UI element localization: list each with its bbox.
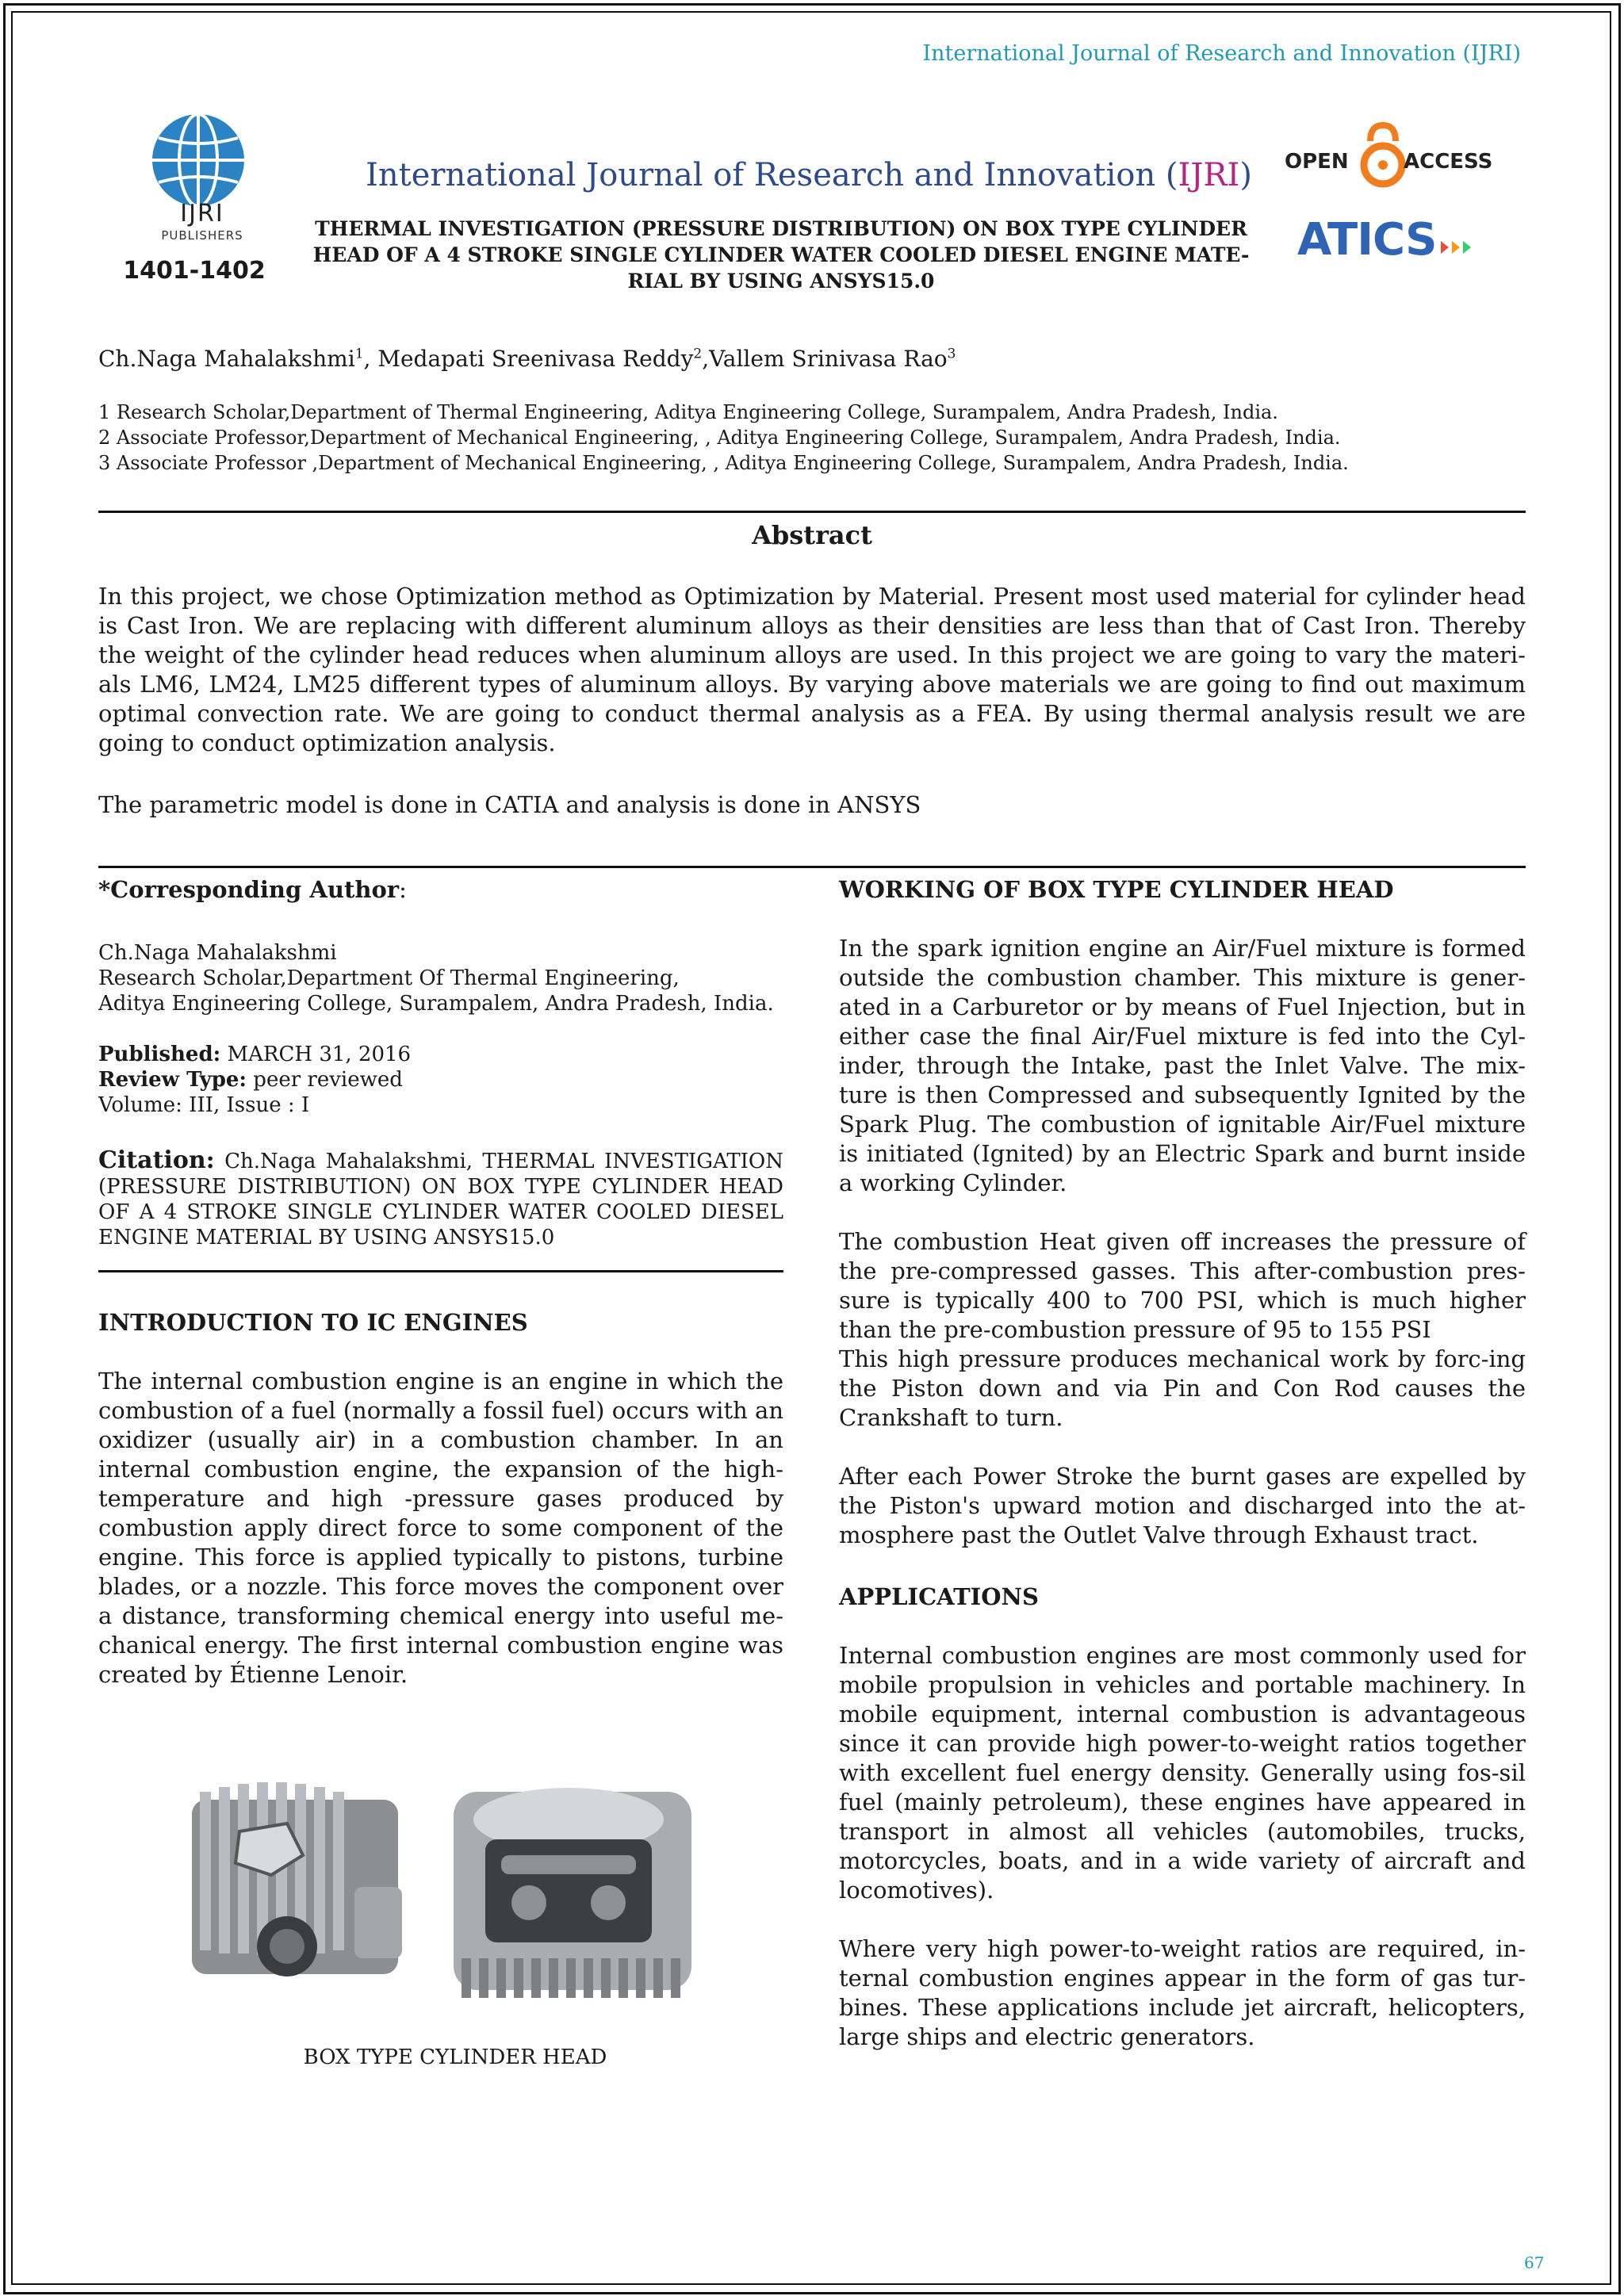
figure-caption: BOX TYPE CYLINDER HEAD xyxy=(303,2045,607,2069)
journal-title-abbr: IJRI xyxy=(1178,157,1240,193)
page-number: 67 xyxy=(1524,2253,1545,2272)
published-date: MARCH 31, 2016 xyxy=(220,1043,412,1066)
applications-section xyxy=(839,1641,1526,2052)
volume-issue: Volume: III, Issue : I xyxy=(98,1093,310,1117)
published-label: Published: xyxy=(98,1043,221,1066)
cylinder-head-photo-left xyxy=(192,1782,402,1976)
citation-label: Citation: xyxy=(98,1146,215,1174)
paper-title xyxy=(293,216,1269,294)
review-type-value: peer reviewed xyxy=(247,1068,403,1092)
working-paragraph: This high pressure produces mechanical work by forc-ing the Piston down and via Pin and Con Rod causes the Crankshaft to turn. xyxy=(839,1345,1526,1431)
applications-paragraph: Where very high power-to-weight ratios are required, in-ternal combustion engines appear in the form of gas tur-bines. These applications include jet aircraft, helicopters, large ships and electric generators. xyxy=(839,1935,1526,2050)
intro-heading: INTRODUCTION TO IC ENGINES xyxy=(98,1309,528,1336)
cylinder-head-photo-right xyxy=(454,1788,691,1998)
corresponding-author-block xyxy=(98,940,783,1118)
working-paragraph: In the spark ignition engine an Air/Fuel mixture is formed outside the combustion chamber. This mixture is gener-ated in a Carburetor or by means of Fuel Injection, but in either case the final Air/Fuel mixture is fed into the Cyl-inder, through the Intake, past the Inlet Valve. The mix-ture is then Compressed and subsequently Ignited by the Spark Plug. The combustion of ignitable Air/Fuel mixture is initiated (Ignited) by an Electric Spark and burnt inside a working Cylinder. xyxy=(839,935,1526,1196)
corresponding-author-institution: Aditya Engineering College, Surampalem, Andra Pradesh, India. xyxy=(98,992,774,1016)
atics-logo-text: ATICS xyxy=(1297,214,1437,266)
open-access-left-text: OPEN xyxy=(1285,150,1349,174)
corresponding-author-heading xyxy=(98,875,783,905)
divider xyxy=(98,866,1526,868)
author-affil-marker: 1 xyxy=(354,346,364,362)
author-name: Ch.Naga Mahalakshmi xyxy=(98,346,355,372)
open-lock-icon xyxy=(1364,125,1402,184)
divider xyxy=(98,1270,783,1272)
page-range: 1401-1402 xyxy=(123,257,266,285)
paper-title-line: HEAD OF A 4 STROKE SINGLE CYLINDER WATER COOLED DIESEL ENGINE MATE- xyxy=(312,243,1250,266)
affiliation: 3 Associate Professor ,Department of Mechanical Engineering, , Aditya Engineering College, Surampalem, Andra Pradesh, India. xyxy=(98,452,1349,474)
author-affil-marker: 3 xyxy=(947,346,956,362)
corresponding-author-dept: Research Scholar,Department Of Thermal Engineering, xyxy=(98,966,680,990)
applications-heading: APPLICATIONS xyxy=(839,1583,1039,1610)
working-heading: WORKING OF BOX TYPE CYLINDER HEAD xyxy=(839,876,1394,903)
publisher-subtitle: PUBLISHERS xyxy=(161,228,243,243)
abstract-body: In this project, we chose Optimization method as Optimization by Material. Present most used material for cylinder head is Cast Iron. We are replacing with different aluminum alloys as their densities are less than that of Cast Iron. Thereby the weight of the cylinder head reduces when aluminum alloys are used. In this project we are going to vary the materi-als LM6, LM24, LM25 different types of aluminum alloys. By varying above materials we are going to find out maximum optimal convection rate. We are going to conduct thermal analysis as a FEA. By using thermal analysis result we are going to conduct optimization analysis. xyxy=(98,583,1526,756)
intro-paragraph: The internal combustion engine is an engine in which the combustion of a fuel (normally a fossil fuel) occurs with an oxidizer (usually air) in a combustion chamber. In an internal combustion engine, the expansion of the high-temperature and high -pressure gases produced by combustion apply direct force to some component of the engine. This force is applied typically to pistons, turbine blades, or a nozzle. This force moves the component over a distance, transforming chemical energy into useful me-chanical energy. The first internal combustion engine was created by Étienne Lenoir. xyxy=(98,1368,783,1688)
abstract-heading: Abstract xyxy=(752,520,872,550)
running-head: International Journal of Research and Innovation (IJRI) xyxy=(922,41,1521,66)
cylinder-head-figure xyxy=(168,1744,723,2030)
affiliation: 2 Associate Professor,Department of Mechanical Engineering, , Aditya Engineering College, Surampalem, Andra Pradesh, India. xyxy=(98,427,1341,449)
author-list xyxy=(98,346,956,372)
intro-section xyxy=(98,1367,783,1689)
citation-text: Ch.Naga Mahalakshmi, THERMAL INVESTIGATION (PRESSURE DISTRIBUTION) ON BOX TYPE CYLINDER HEAD OF A 4 STROKE SINGLE CYLINDER WATER COOLED DIESEL ENGINE MATERIAL BY USING ANSYS15.0 xyxy=(98,1150,783,1249)
corresponding-author-label: *Corresponding Author xyxy=(98,876,400,903)
chevrons-icon xyxy=(1439,238,1487,257)
working-paragraph: After each Power Stroke the burnt gases are expelled by the Piston's upward motion and discharged into the at-mosphere past the Outlet Valve through Exhaust tract. xyxy=(839,1463,1526,1548)
open-access-logo xyxy=(1285,119,1493,190)
working-section xyxy=(839,934,1526,1550)
paper-title-line: RIAL BY USING ANSYS15.0 xyxy=(627,270,935,293)
review-type-label: Review Type: xyxy=(98,1068,247,1092)
open-access-right-text: ACCESS xyxy=(1404,150,1493,174)
review-type-line xyxy=(98,1067,783,1093)
paper-title-line: THERMAL INVESTIGATION (PRESSURE DISTRIBUTION) ON BOX TYPE CYLINDER xyxy=(315,217,1247,240)
corresponding-author-name: Ch.Naga Mahalakshmi xyxy=(98,941,337,965)
published-line xyxy=(98,1042,783,1067)
author-name: , Medapati Sreenivasa Reddy xyxy=(363,346,694,372)
author-affil-marker: 2 xyxy=(693,346,703,362)
corresponding-author-colon: : xyxy=(399,876,407,903)
divider xyxy=(98,511,1526,513)
citation xyxy=(98,1148,783,1250)
journal-title xyxy=(285,157,1332,193)
abstract-body-2: The parametric model is done in CATIA and analysis is done in ANSYS xyxy=(98,791,921,818)
affiliation: 1 Research Scholar,Department of Thermal Engineering, Aditya Engineering College, Surampalem, Andra Pradesh, India. xyxy=(98,401,1278,423)
working-paragraph: The combustion Heat given off increases the pressure of the pre-compressed gasses. This after-combustion pres-sure is typically 400 to 700 PSI, which is much higher than the pre-combustion pressure of 95 to 155 PSI xyxy=(839,1228,1526,1343)
journal-title-close: ) xyxy=(1239,157,1252,193)
journal-title-main: International Journal of Research and Innovation ( xyxy=(366,157,1178,193)
author-name: ,Vallem Srinivasa Rao xyxy=(702,346,948,372)
publisher-logo-text: IJRI xyxy=(180,200,224,228)
applications-paragraph: Internal combustion engines are most commonly used for mobile propulsion in vehicles and portable machinery. In mobile equipment, internal combustion is advantageous since it can provide high power-to-weight ratios together with excellent fuel energy density. Generally using fos-sil fuel (mainly petroleum), these engines have appeared in transport in almost all vehicles (automobiles, trucks, motorcycles, boats, and in a wide variety of aircraft and locomotives). xyxy=(839,1642,1526,1904)
